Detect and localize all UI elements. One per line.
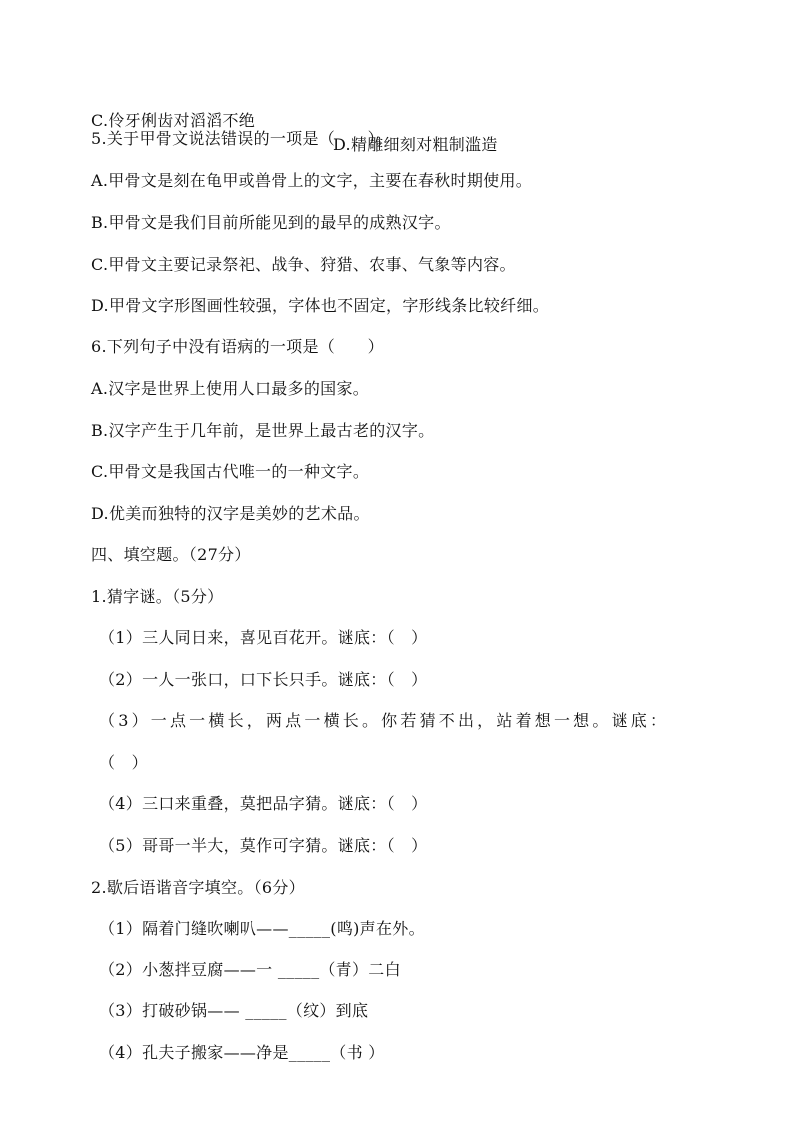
- q5-option-c: C.甲骨文主要记录祭祀、战争、狩猎、农事、气象等内容。: [91, 255, 516, 274]
- q6-option-b: B.汉字产生于几年前，是世界上最古老的汉字。: [91, 421, 435, 440]
- fill1-riddle-5: （5）哥哥一半大，莫作可字猜。谜底：（ ）: [99, 836, 428, 855]
- fill1-stem: 1.猜字谜。（5分）: [91, 587, 224, 606]
- q5-option-a: A.甲骨文是刻在龟甲或兽骨上的文字，主要在春秋时期使用。: [91, 171, 533, 190]
- q4-option-d: D.精雕细刻对粗制滥造: [333, 135, 498, 154]
- fill2-stem: 2.歇后语谐音字填空。（6分）: [91, 878, 305, 897]
- fill2-item-4: （4）孔夫子搬家——净是_____（书 ）: [99, 1043, 385, 1062]
- fill1-riddle-4: （4）三口来重叠，莫把品字猜。谜底：（ ）: [99, 794, 428, 813]
- fill2-item-3: （3）打破砂锅—— _____（纹）到底: [99, 1001, 369, 1020]
- q5-option-b: B.甲骨文是我们目前所能见到的最早的成熟汉字。: [91, 213, 451, 232]
- fill1-riddle-3-answer: （ ）: [99, 753, 148, 772]
- fill1-riddle-1: （1）三人同日来，喜见百花开。谜底：（ ）: [99, 628, 428, 647]
- q6-stem: 6.下列句子中没有语病的一项是（ ）: [91, 337, 384, 356]
- q4-option-c: C.伶牙俐齿对滔滔不绝: [91, 111, 256, 130]
- q6-option-a: A.汉字是世界上使用人口最多的国家。: [91, 379, 370, 398]
- q6-option-c: C.甲骨文是我国古代唯一的一种文字。: [91, 462, 370, 481]
- q5-option-d: D.甲骨文字形图画性较强，字体也不固定，字形线条比较纤细。: [91, 296, 550, 315]
- q6-option-d: D.优美而独特的汉字是美妙的艺术品。: [91, 504, 370, 523]
- q5-stem: 5.关于甲骨文说法错误的一项是（ ）。: [91, 129, 393, 148]
- fill1-riddle-3: （3）一点一横长，两点一横长。你若猜不出，站着想一想。谜底：: [99, 711, 670, 730]
- fill1-riddle-2: （2）一人一张口，口下长只手。谜底：（ ）: [99, 670, 428, 689]
- section-heading-fill-in: 四、填空题。（27分）: [91, 545, 251, 564]
- fill2-item-1: （1）隔着门缝吹喇叭——_____(鸣)声在外。: [99, 919, 425, 938]
- fill2-item-2: （2）小葱拌豆腐——一 _____（青）二白: [99, 960, 401, 979]
